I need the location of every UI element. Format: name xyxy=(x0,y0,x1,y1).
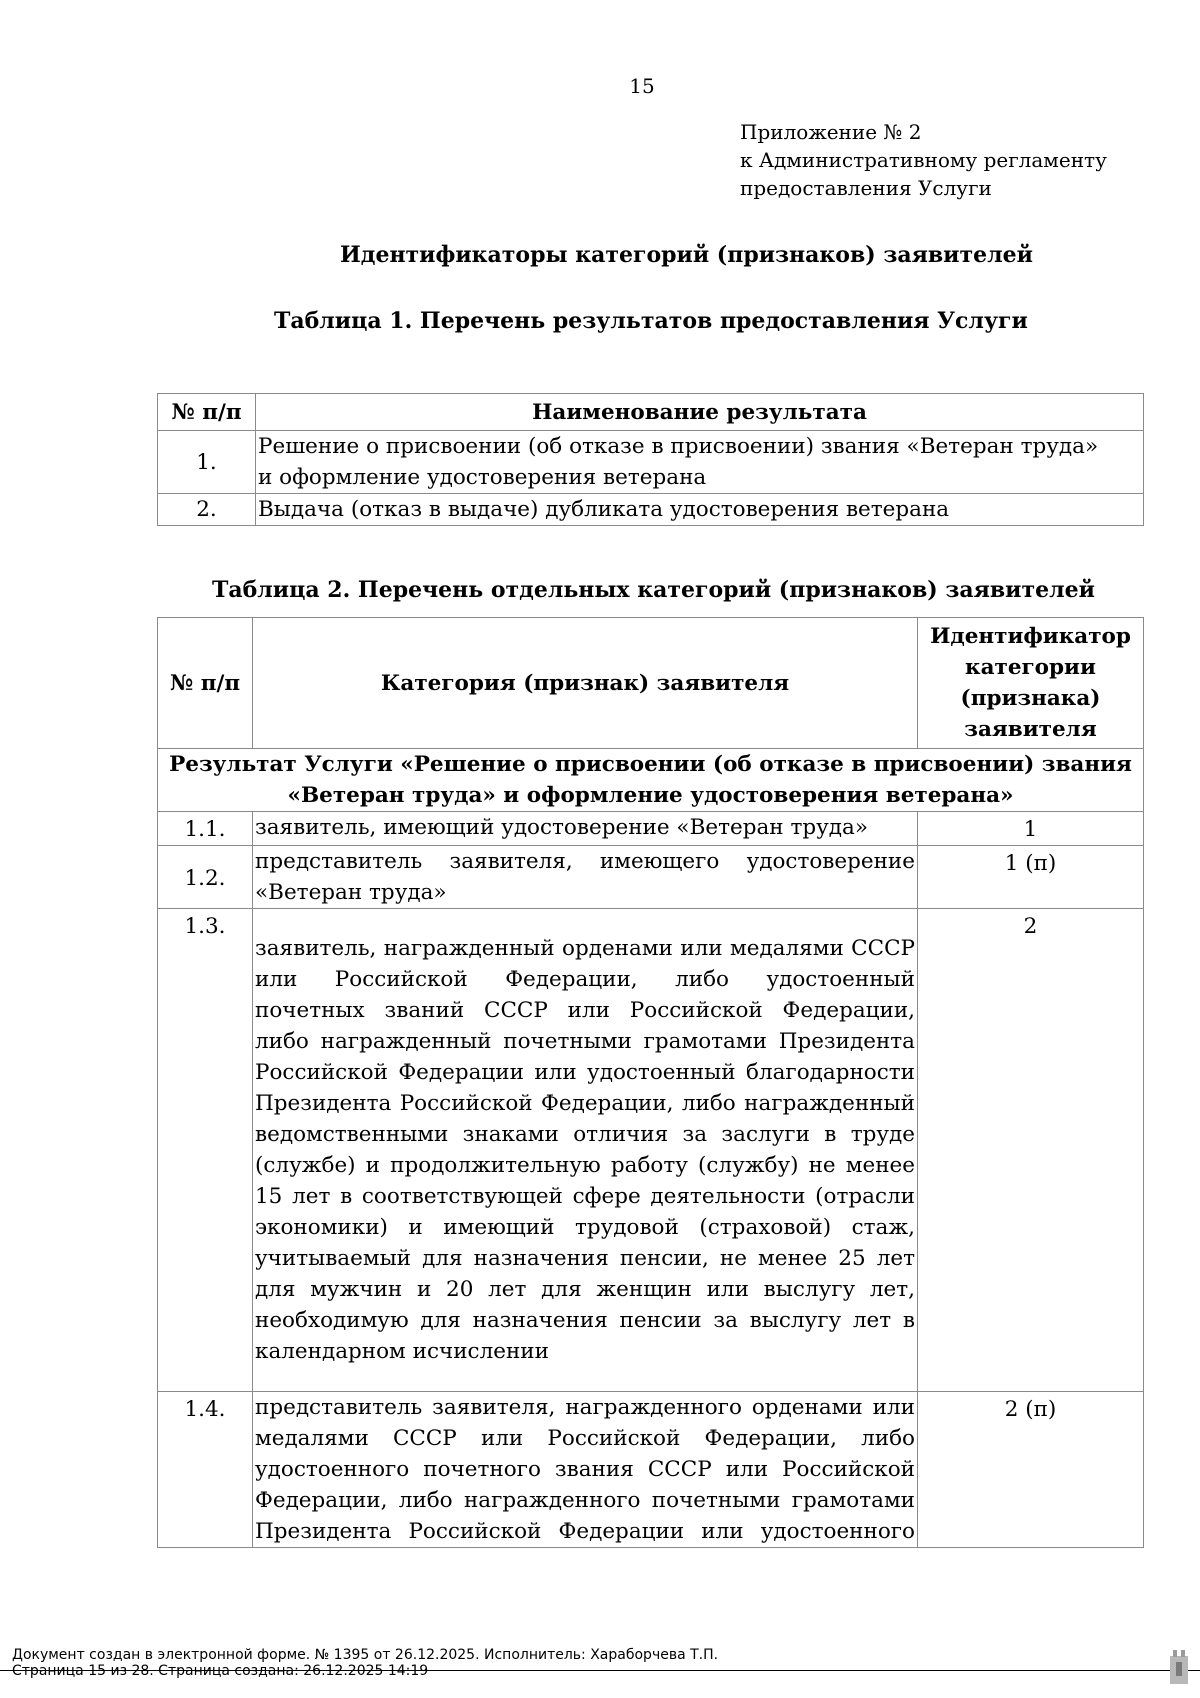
row-line: заявитель, имеющий удостоверение «Ветеран труда» xyxy=(255,815,868,840)
footer-line-1: Документ создан в электронной форме. № 1395 от 26.12.2025. Исполнитель: Хараборчева Т.П. xyxy=(12,1647,719,1663)
table-row xyxy=(158,812,1144,846)
row-line: Президента Российской Федерации, либо награжденный xyxy=(255,1091,915,1116)
column-header-identifier xyxy=(918,618,1144,749)
row-text xyxy=(256,431,1144,494)
row-line: медалями СССР или Российской Федерации, либо xyxy=(255,1426,915,1451)
appendix-line-1: Приложение № 2 xyxy=(740,120,922,144)
section-line: «Ветеран труда» и оформление удостоверения ветерана» xyxy=(287,783,1014,808)
row-line: 15 лет в соответствующей сфере деятельности (отрасли xyxy=(255,1184,915,1209)
row-identifier: 2 xyxy=(918,909,1144,1392)
table2-title: Таблица 2. Перечень отдельных категорий (признаков) заявителей xyxy=(212,577,1095,603)
header-line: Идентификатор xyxy=(930,624,1131,649)
row-number: 2. xyxy=(158,494,256,526)
row-identifier: 2 (п) xyxy=(918,1392,1144,1548)
row-number: 1. xyxy=(158,431,256,494)
row-line: представитель заявителя, имеющего удостоверение xyxy=(255,849,915,874)
column-header-number: № п/п xyxy=(158,394,256,431)
column-header-number: № п/п xyxy=(158,618,253,749)
row-line: или Российской Федерации, либо удостоенный xyxy=(255,967,915,992)
table-header-row xyxy=(158,618,1144,749)
row-text xyxy=(256,494,1144,526)
row-identifier: 1 (п) xyxy=(918,846,1144,909)
row-number: 1.2. xyxy=(158,846,253,909)
row-text xyxy=(253,812,918,846)
row-number: 1.4. xyxy=(158,1392,253,1548)
row-number: 1.3. xyxy=(158,909,253,1392)
header-line: заявителя xyxy=(964,717,1097,742)
row-line: Федерации, либо награжденного почетными грамотами xyxy=(255,1488,915,1513)
row-line: учитываемый для назначения пенсии, не менее 25 лет xyxy=(255,1246,915,1271)
row-line: представитель заявителя, награжденного орденами или xyxy=(255,1395,915,1420)
header-line: категории xyxy=(965,655,1096,680)
row-line: Российской Федерации или удостоенный благодарности xyxy=(255,1060,915,1085)
table-row xyxy=(158,846,1144,909)
row-line: Выдача (отказ в выдаче) дубликата удостоверения ветерана xyxy=(258,497,950,522)
row-line: почетных званий СССР или Российской Федерации, xyxy=(255,998,915,1023)
row-line: Президента Российской Федерации или удостоенного xyxy=(255,1519,915,1544)
row-number: 1.1. xyxy=(158,812,253,846)
row-line: календарном исчислении xyxy=(255,1339,549,1364)
results-table xyxy=(157,393,1144,526)
footer-line-2: Страница 15 из 28. Страница создана: 26.12.2025 14:19 xyxy=(12,1663,429,1679)
appendix-line-3: предоставления Услуги xyxy=(740,176,992,200)
main-heading: Идентификаторы категорий (признаков) заявителей xyxy=(340,242,1033,268)
row-text xyxy=(253,1392,918,1548)
row-line: «Ветеран труда» xyxy=(255,880,447,905)
table-row xyxy=(158,1392,1144,1548)
section-line: Результат Услуги «Решение о присвоении (об отказе в присвоении) звания xyxy=(169,752,1132,777)
row-line: для мужчин и 20 лет для женщин или выслугу лет, xyxy=(255,1277,915,1302)
row-line: экономики) и имеющий трудовой (страховой) стаж, xyxy=(255,1215,915,1240)
row-line: (службе) и продолжительную работу (службу) не менее xyxy=(255,1153,915,1178)
appendix-line-2: к Административному регламенту xyxy=(740,148,1107,172)
header-line: (признака) xyxy=(960,686,1101,711)
row-line: либо награжденный почетными грамотами Президента xyxy=(255,1029,915,1054)
row-line: Решение о присвоении (об отказе в присвоении) звания «Ветеран труда» xyxy=(258,434,1099,459)
row-line: необходимую для назначения пенсии за выслугу лет в xyxy=(255,1308,915,1333)
coat-of-arms-icon xyxy=(1168,1648,1190,1688)
page-number: 15 xyxy=(629,74,655,98)
table-row xyxy=(158,909,1144,1392)
row-text xyxy=(253,909,918,1392)
row-line: ведомственными знаками отличия за заслуги в труде xyxy=(255,1122,915,1147)
table-row xyxy=(158,494,1144,526)
table-row xyxy=(158,431,1144,494)
section-title xyxy=(158,749,1144,812)
document-footer xyxy=(12,1647,718,1679)
section-row xyxy=(158,749,1144,812)
row-line: и оформление удостоверения ветерана xyxy=(258,465,707,490)
row-line: заявитель, награжденный орденами или медалями СССР xyxy=(255,936,915,961)
row-line: удостоенного почетного звания СССР или Российской xyxy=(255,1457,915,1482)
row-text xyxy=(253,846,918,909)
table1-title: Таблица 1. Перечень результатов предоставления Услуги xyxy=(274,308,1028,334)
row-identifier: 1 xyxy=(918,812,1144,846)
column-header-category: Категория (признак) заявителя xyxy=(253,618,918,749)
table-header-row xyxy=(158,394,1144,431)
appendix-note xyxy=(740,118,1107,202)
column-header-result-name: Наименование результата xyxy=(256,394,1144,431)
categories-table xyxy=(157,617,1144,1548)
